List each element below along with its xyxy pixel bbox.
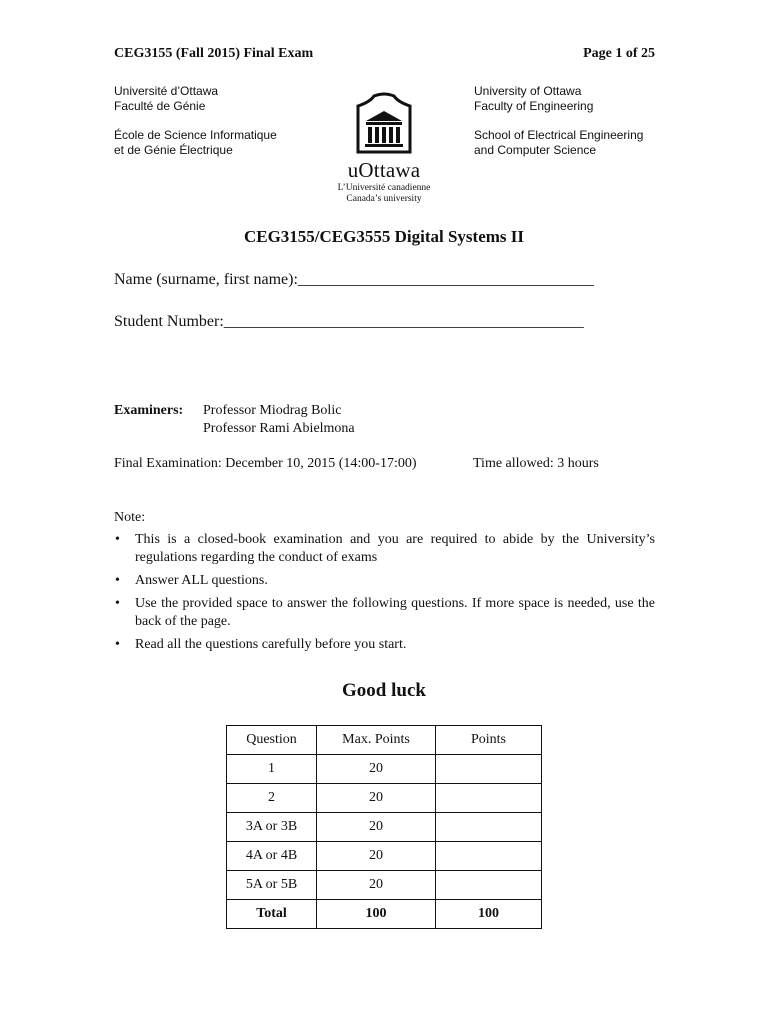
bullet-icon: • <box>115 637 120 652</box>
table-row <box>227 813 542 842</box>
logo-tagline-en: Canada’s university <box>346 194 422 204</box>
points-cell[interactable] <box>436 784 542 813</box>
table-row <box>227 842 542 871</box>
total-points-cell: 100 <box>436 900 542 929</box>
question-cell: 1 <box>227 755 317 784</box>
faculty-name-fr: Faculté de Génie <box>114 99 206 113</box>
uottawa-building-icon <box>352 90 416 156</box>
examiners-label: Examiners: <box>114 403 184 418</box>
school-name-en-line1: School of Electrical Engineering <box>474 128 644 142</box>
question-cell: 5A or 5B <box>227 871 317 900</box>
table-row <box>227 871 542 900</box>
note-label: Note: <box>114 510 146 525</box>
table-header-row <box>227 726 542 755</box>
logo-wordmark: uOttawa <box>347 158 421 182</box>
table-row <box>227 755 542 784</box>
total-max-points-cell: 100 <box>317 900 436 929</box>
course-title: CEG3155/CEG3555 Digital Systems II <box>243 227 525 246</box>
total-label-cell: Total <box>227 900 317 929</box>
bullet-icon: • <box>115 573 120 588</box>
bullet-icon: • <box>115 596 120 611</box>
points-cell[interactable] <box>436 813 542 842</box>
name-field[interactable]: Name (surname, first name):_____________________________________ <box>114 271 594 288</box>
list-item: • Read all the questions carefully before you start. <box>115 637 407 652</box>
max-points-cell: 20 <box>317 755 436 784</box>
affiliation-english <box>474 84 643 158</box>
points-cell[interactable] <box>436 871 542 900</box>
header-cell-question: Question <box>227 726 317 755</box>
list-item: • Use the provided space to answer the following questions. If more space is needed, use the back of the page. <box>115 596 655 629</box>
logo-tagline-fr: L’Université canadienne <box>337 183 431 193</box>
points-cell[interactable] <box>436 755 542 784</box>
affiliation-french <box>114 84 277 158</box>
max-points-cell: 20 <box>317 813 436 842</box>
max-points-cell: 20 <box>317 842 436 871</box>
faculty-name-en: Faculty of Engineering <box>474 99 594 113</box>
school-name-en-line2: and Computer Science <box>474 143 597 157</box>
list-item: • This is a closed-book examination and you are required to abide by the University’s regulations regarding the conduct of exams <box>115 532 655 565</box>
max-points-cell: 20 <box>317 871 436 900</box>
school-name-fr-line2: et de Génie Électrique <box>114 143 233 157</box>
note-list <box>114 531 655 659</box>
school-name-fr-line1: École de Science Informatique <box>114 128 277 142</box>
header-page-number: Page 1 of 25 <box>583 46 655 61</box>
examiners-block <box>114 402 355 438</box>
max-points-cell: 20 <box>317 784 436 813</box>
points-cell[interactable] <box>436 842 542 871</box>
question-cell: 3A or 3B <box>227 813 317 842</box>
examiner-name: Professor Rami Abielmona <box>203 421 355 436</box>
header-cell-max-points: Max. Points <box>317 726 436 755</box>
examiner-name: Professor Miodrag Bolic <box>203 403 342 418</box>
time-allowed: Time allowed: 3 hours <box>473 456 599 471</box>
university-name-en: University of Ottawa <box>474 84 582 98</box>
header-exam-title: CEG3155 (Fall 2015) Final Exam <box>114 46 314 61</box>
table-total-row <box>227 900 542 929</box>
student-number-field[interactable]: Student Number:_____________________________________________ <box>114 313 584 330</box>
university-name-fr: Université d’Ottawa <box>114 84 219 98</box>
question-cell: 2 <box>227 784 317 813</box>
question-cell: 4A or 4B <box>227 842 317 871</box>
list-item: • Answer ALL questions. <box>115 573 268 588</box>
table-row <box>227 784 542 813</box>
good-luck-heading: Good luck <box>342 680 426 701</box>
bullet-icon: • <box>115 532 120 547</box>
score-table <box>226 725 542 929</box>
exam-date: Final Examination: December 10, 2015 (14:00-17:00) <box>114 456 417 471</box>
university-logo <box>316 90 452 220</box>
header-cell-points: Points <box>436 726 542 755</box>
